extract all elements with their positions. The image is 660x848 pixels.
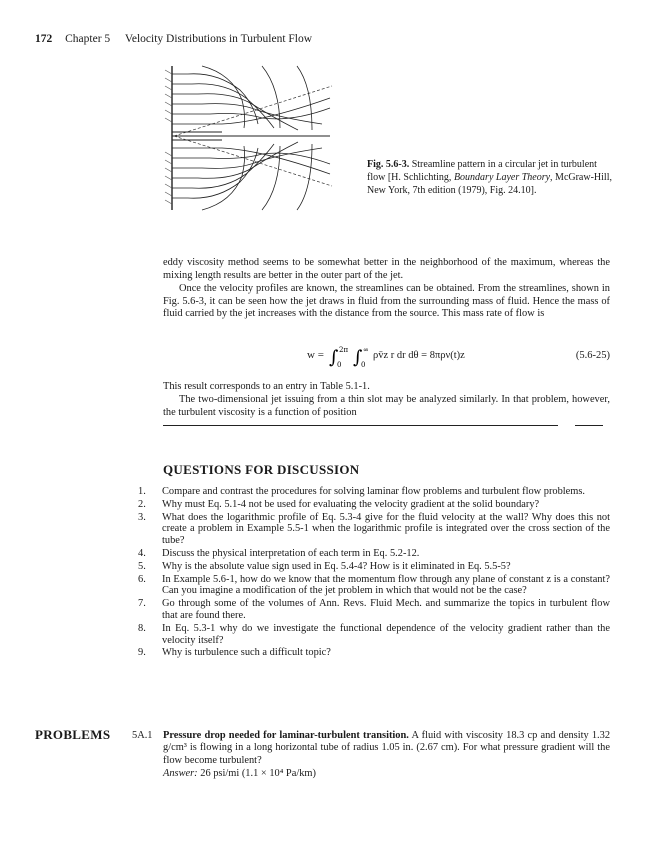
problem-title: Pressure drop needed for laminar-turbulent transition. bbox=[163, 730, 409, 741]
figure-label: Fig. 5.6-3. bbox=[367, 159, 410, 170]
paragraph-3: This result corresponds to an entry in Table 5.1-1. bbox=[163, 381, 370, 392]
question-text: Why is the absolute value sign used in Eq. 5.4-4? How is it eliminated in Eq. 5.5-5? bbox=[162, 560, 511, 572]
paragraph-1: eddy viscosity method seems to be somewhat better in the neighborhood of the maximum, whereas the mixing length results are better in the outer part of the jet. bbox=[163, 257, 610, 281]
equation-5-6-25 bbox=[163, 346, 610, 368]
question-item bbox=[138, 486, 610, 498]
caption-book-title: Boundary Layer Theory bbox=[453, 172, 551, 183]
page-number: 172 bbox=[35, 33, 53, 45]
streamlines bbox=[172, 66, 330, 210]
caption-rest: , McGraw-Hill, New York, 7th edition (1979), Fig. 24.10]. bbox=[367, 172, 612, 196]
question-text: Go through some of the volumes of Ann. Revs. Fluid Mech. and summarize the topics in turbulent flow that are found there. bbox=[162, 598, 610, 621]
question-item bbox=[138, 548, 610, 560]
question-text: Why must Eq. 5.1-4 not be used for evaluating the velocity gradient at the solid boundary? bbox=[162, 498, 540, 510]
question-number: 3. bbox=[138, 511, 146, 523]
question-number: 2. bbox=[138, 498, 146, 510]
question-number: 9. bbox=[138, 647, 146, 659]
question-number: 7. bbox=[138, 598, 146, 610]
lower-limit-r: 0 bbox=[361, 361, 366, 368]
paragraph-4: The two-dimensional jet issuing from a thin slot may be analyzed similarly. In that problem, however, the turbulent viscosity is a function of position bbox=[163, 394, 610, 418]
question-item bbox=[138, 598, 610, 622]
question-item bbox=[138, 561, 610, 573]
equation-number: (5.6-25) bbox=[575, 350, 610, 361]
streamline-figure bbox=[162, 64, 334, 214]
question-item bbox=[138, 574, 610, 598]
question-text: In Eq. 5.3-1 why do we investigate the functional dependence of the velocity gradient rather than the velocity itself? bbox=[162, 622, 610, 646]
problem-number: 5A.1 bbox=[132, 730, 153, 741]
caption-text: Streamline pattern in a circular jet in turbulent flow [H. Schlichting, bbox=[367, 159, 597, 183]
question-number: 8. bbox=[138, 622, 146, 634]
figure-caption bbox=[367, 158, 617, 197]
paragraph-2: Once the velocity profiles are known, the streamlines can be obtained. From the streamlines, shown in Fig. 5.6-3, it can be seen how the jet draws in fluid from the surrounding mass of fluid. Hence the mass of fluid carried by the jet increases with the distance from the source. This mass rate of flow is bbox=[163, 283, 610, 320]
equation-rhs: ρv̄z r dr dθ = 8πρν(t)z bbox=[373, 350, 465, 361]
upper-limit-r: ∞ bbox=[363, 346, 369, 354]
question-item bbox=[138, 512, 610, 547]
answer-label: Answer: bbox=[163, 768, 198, 779]
question-number: 6. bbox=[138, 573, 146, 585]
section-rule-end bbox=[575, 425, 603, 426]
question-text: Discuss the physical interpretation of each term in Eq. 5.2-12. bbox=[162, 547, 420, 559]
questions-heading: QUESTIONS FOR DISCUSSION bbox=[163, 462, 360, 477]
questions-list bbox=[138, 486, 610, 660]
integral-sign-r: ∫ bbox=[353, 347, 363, 368]
question-item bbox=[138, 499, 610, 511]
integral-sign-theta: ∫ bbox=[329, 347, 339, 368]
question-text: Compare and contrast the procedures for solving laminar flow problems and turbulent flow problems. bbox=[162, 486, 586, 497]
answer-value: 26 psi/mi (1.1 × 10⁴ Pa/km) bbox=[200, 768, 316, 779]
question-item bbox=[138, 647, 610, 659]
section-rule bbox=[163, 425, 558, 426]
chapter-title: Velocity Distributions in Turbulent Flow bbox=[124, 33, 313, 45]
jet-source-wall bbox=[165, 66, 172, 210]
question-number: 4. bbox=[138, 547, 146, 559]
problem-answer bbox=[163, 768, 316, 779]
problems-heading: PROBLEMS bbox=[35, 727, 111, 742]
question-number: 1. bbox=[138, 486, 146, 497]
jet-core-lines bbox=[172, 132, 330, 140]
problem-body: A fluid with viscosity 18.3 cp and density 1.32 g/cm³ is flowing in a long horizontal tube of radius 1.05 in. (2.67 cm). For what pressure gradient will the flow become turbulent? bbox=[163, 730, 611, 766]
chapter-label: Chapter 5 bbox=[65, 33, 111, 45]
upper-limit-theta: 2π bbox=[339, 346, 349, 354]
lower-limit-theta: 0 bbox=[337, 361, 342, 368]
question-number: 5. bbox=[138, 560, 146, 572]
problem-text bbox=[163, 730, 610, 767]
question-text: Why is turbulence such a difficult topic? bbox=[162, 647, 331, 659]
question-item bbox=[138, 623, 610, 647]
running-header bbox=[35, 33, 312, 45]
question-text: What does the logarithmic profile of Eq. 5.3-4 give for the fluid velocity at the wall? Why does this not create a problem in Example 5.5-1 when the logarithmic profile is integrated over the cross section of the tube? bbox=[162, 511, 610, 547]
question-text: In Example 5.6-1, how do we know that the momentum flow through any plane of constant z is a constant? Can you imagine a modification of the jet problem in which that would not be the case? bbox=[162, 573, 610, 597]
equation-lhs: w = bbox=[307, 349, 324, 361]
